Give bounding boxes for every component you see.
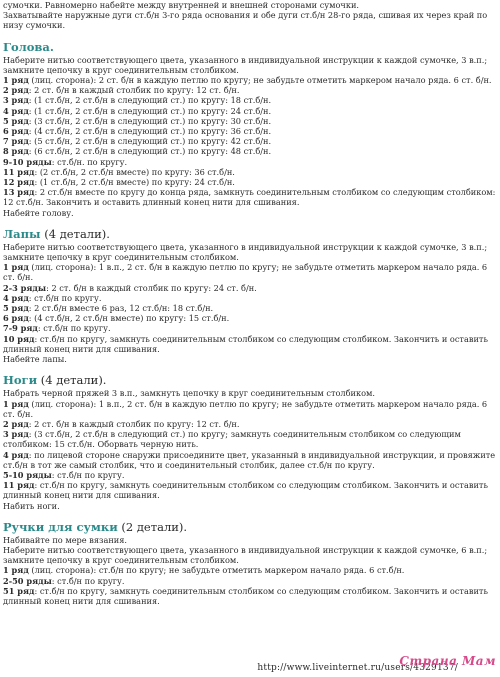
instruction-row xyxy=(3,116,498,126)
row-text: (лиц. сторона): 1 в.п., 2 ст. б/н в каждую петлю по кругу; не забудьте отметить маркером начало ряда. 6 ст. б/н. xyxy=(3,262,488,283)
section-heading-head xyxy=(3,40,498,54)
row-text: : ст.б/н. по кругу. xyxy=(51,156,128,167)
section-title: Лапы xyxy=(3,226,41,241)
instruction-row xyxy=(3,95,498,105)
row-text: : 2 ст. б/н в каждый столбик по кругу: 24 ст. б/н. xyxy=(46,282,257,293)
watermark: Страна Мам xyxy=(399,654,496,668)
instruction-row xyxy=(3,85,498,95)
row-label: 2 ряд xyxy=(3,85,29,96)
row-text: : (4 ст.б/н, 2 ст.б/н вместе) по кругу: 15 ст.б/н. xyxy=(28,313,230,324)
instruction-row xyxy=(3,303,498,313)
section-outro: Набить ноги. xyxy=(3,500,60,511)
section-note: (2 детали). xyxy=(117,519,188,534)
row-text: : (3 ст.б/н, 2 ст.б/н в следующий ст.) по кругу; замкнуть соединительным столбиком со следующим столбиком: 15 ст.б/н. Оборвать черную нить. xyxy=(3,429,461,450)
section-heading-legs xyxy=(3,373,498,387)
instruction-row xyxy=(3,334,498,354)
row-label: 1 ряд xyxy=(3,75,29,86)
section-title: Ноги xyxy=(3,373,38,388)
section-intro: Набивайте по мере вязания. xyxy=(3,534,128,545)
source-url: http://www.liveinternet.ru/users/4329137/ xyxy=(257,663,458,673)
row-text: : ст.б/н по кругу. xyxy=(51,575,125,586)
row-label: 8 ряд xyxy=(3,146,29,157)
instruction-row xyxy=(3,146,498,156)
row-label: 4 ряд xyxy=(3,292,29,303)
instruction-row xyxy=(3,75,498,85)
row-label: 4 ряд xyxy=(3,449,29,460)
row-label: 12 ряд xyxy=(3,177,35,188)
instruction-row xyxy=(3,323,498,333)
row-label: 5 ряд xyxy=(3,115,29,126)
row-list xyxy=(3,399,498,501)
row-label: 2 ряд xyxy=(3,418,29,429)
row-label: 1 ряд xyxy=(3,262,29,273)
section-outro: Набейте лапы. xyxy=(3,354,67,365)
section-note: (4 детали). xyxy=(37,373,107,388)
section-title: Голова. xyxy=(3,39,54,54)
instruction-row xyxy=(3,106,498,116)
row-text: : (2 ст.б/н, 2 ст.б/н вместе) по кругу: 36 ст.б/н. xyxy=(34,166,235,177)
instruction-row xyxy=(3,480,498,500)
instruction-row xyxy=(3,399,498,419)
row-text: : 2 ст. б/н в каждый столбик по кругу: 12 ст. б/н. xyxy=(28,418,240,429)
row-text: : (4 ст.б/н, 2 ст.б/н в следующий ст.) по кругу: 36 ст.б/н. xyxy=(28,126,272,137)
row-label: 13 ряд xyxy=(3,187,35,198)
row-label: 11 ряд xyxy=(3,480,35,491)
row-list xyxy=(3,75,498,208)
instruction-row xyxy=(3,293,498,303)
instruction-row xyxy=(3,187,498,207)
row-text: : ст.б/н по кругу. xyxy=(37,323,111,334)
row-text: : ст.б/н по кругу, замкнуть соединительным столбиком со следующим столбиком. Закончить и оставить длинный конец нити для сшивания. xyxy=(3,333,488,354)
row-label: 7-9 ряд xyxy=(3,323,38,334)
instruction-row xyxy=(3,126,498,136)
instruction-row xyxy=(3,283,498,293)
instruction-row xyxy=(3,167,498,177)
instruction-row xyxy=(3,136,498,146)
section-outro: Набейте голову. xyxy=(3,207,74,218)
row-text: : (5 ст.б/н, 2 ст.б/н в следующий ст.) по кругу: 42 ст.б/н. xyxy=(28,136,272,147)
instruction-row xyxy=(3,262,498,282)
section-note: (4 детали). xyxy=(40,226,110,241)
row-label: 11 ряд xyxy=(3,166,35,177)
row-text: : ст.б/н по кругу, замкнуть соединительным столбиком со следующим столбиком. Закончить и оставить длинный конец нити для сшивания. xyxy=(3,480,488,501)
row-label: 5 ряд xyxy=(3,303,29,314)
intro-line: сумочки. Равномерно набейте между внутренней и внешней сторонами сумочки. xyxy=(3,0,360,10)
row-text: : 2 ст.б/н вместе по кругу до конца ряда, замкнуть соединительным столбиком со следующим столбиком: 12 ст.б/н. Закончить и оставить длинный конец нити для сшивания. xyxy=(3,187,496,208)
section-intro: Наберите нитью соответствующего цвета, указанного в индивидуальной инструкции к каждой сумочке, 6 в.п.; замкните цепочку в круг соединительным столбиком. xyxy=(3,544,488,566)
section-intro: Наберите нитью соответствующего цвета, указанного в индивидуальной инструкции к каждой сумочке, 3 в.п.; замкните цепочку в круг соединительным столбиком. xyxy=(3,241,488,263)
section-title: Ручки для сумки xyxy=(3,519,118,534)
row-label: 1 ряд xyxy=(3,565,29,576)
document-page xyxy=(3,0,498,606)
row-label: 2-50 ряды xyxy=(3,575,52,586)
row-label: 3 ряд xyxy=(3,95,29,106)
row-text: : (6 ст.б/н, 2 ст.б/н в следующий ст.) по кругу: 48 ст.б/н. xyxy=(28,146,272,157)
row-list xyxy=(3,262,498,354)
instruction-row xyxy=(3,419,498,429)
section-heading-paws xyxy=(3,227,498,241)
instruction-row xyxy=(3,177,498,187)
row-text: : (1 ст.б/н, 2 ст.б/н в следующий ст.) по кругу: 18 ст.б/н. xyxy=(28,95,272,106)
row-label: 3 ряд xyxy=(3,429,29,440)
row-label: 9-10 ряды xyxy=(3,156,52,167)
instruction-row xyxy=(3,586,498,606)
instruction-row xyxy=(3,565,498,575)
row-text: : ст.б/н по кругу. xyxy=(51,469,125,480)
row-text: : 2 ст.б/н вместе 6 раз, 12 ст.б/н: 18 ст.б/н. xyxy=(28,303,214,314)
row-text: : ст.б/н по кругу, замкнуть соединительным столбиком со следующим столбиком. Закончить и оставить длинный конец нити для сшивания. xyxy=(3,585,488,606)
row-text: : ст.б/н по кругу. xyxy=(28,292,102,303)
intro-line: Захватывайте наружные дуги ст.б/н 3-го ряда основания и обе дуги ст.б/н 28-го ряда, сшивая их через край по низу сумочки. xyxy=(3,10,488,31)
section-intro: Наберите нитью соответствующего цвета, указанного в индивидуальной инструкции к каждой сумочке, 3 в.п.; замкните цепочку в круг соединительным столбиком. xyxy=(3,54,488,75)
instruction-row xyxy=(3,429,498,449)
row-label: 7 ряд xyxy=(3,136,29,147)
row-label: 5-10 ряды xyxy=(3,469,52,480)
row-text: : 2 ст. б/н в каждый столбик по кругу: 12 ст. б/н. xyxy=(28,85,240,96)
row-label: 51 ряд xyxy=(3,585,35,596)
row-label: 6 ряд xyxy=(3,313,29,324)
row-text: : (1 ст.б/н, 2 ст.б/н вместе) по кругу: 24 ст.б/н. xyxy=(34,177,235,188)
row-label: 10 ряд xyxy=(3,333,35,344)
instruction-row xyxy=(3,576,498,586)
row-text: : (1 ст.б/н, 2 ст.б/н в следующий ст.) по кругу: 24 ст.б/н. xyxy=(28,105,272,116)
instruction-row xyxy=(3,157,498,167)
instruction-row xyxy=(3,450,498,470)
instruction-row xyxy=(3,313,498,323)
row-text: (лиц. сторона): 1 в.п., 2 ст. б/н в каждую петлю по кругу; не забудьте отметить маркером начало ряда. 6 ст. б/н. xyxy=(3,398,488,419)
row-text: : по лицевой стороне снаружи присоедините цвет, указанный в индивидуальной инструкции, и провяжите ст.б/н в тот же самый столбик, что и соединительный столбик, далее ст.б/н по кругу. xyxy=(3,449,496,470)
row-label: 2-3 ряды xyxy=(3,282,47,293)
section-heading-handles xyxy=(3,520,498,534)
row-list xyxy=(3,565,498,606)
row-text: : (3 ст.б/н, 2 ст.б/н в следующий ст.) по кругу: 30 ст.б/н. xyxy=(28,115,272,126)
section-intro: Набрать черной пряжей 3 в.п., замкнуть цепочку в круг соединительным столбиком. xyxy=(3,388,376,399)
row-text: (лиц. сторона): 2 ст. б/н в каждую петлю по кругу; не забудьте отметить маркером начало ряда. 6 ст. б/н. xyxy=(28,75,492,86)
instruction-row xyxy=(3,470,498,480)
row-label: 6 ряд xyxy=(3,126,29,137)
row-label: 1 ряд xyxy=(3,398,29,409)
row-text: (лиц. сторона): ст.б/н по кругу; не забудьте отметить маркером начало ряда. 6 ст.б/н. xyxy=(28,565,405,576)
row-label: 4 ряд xyxy=(3,105,29,116)
